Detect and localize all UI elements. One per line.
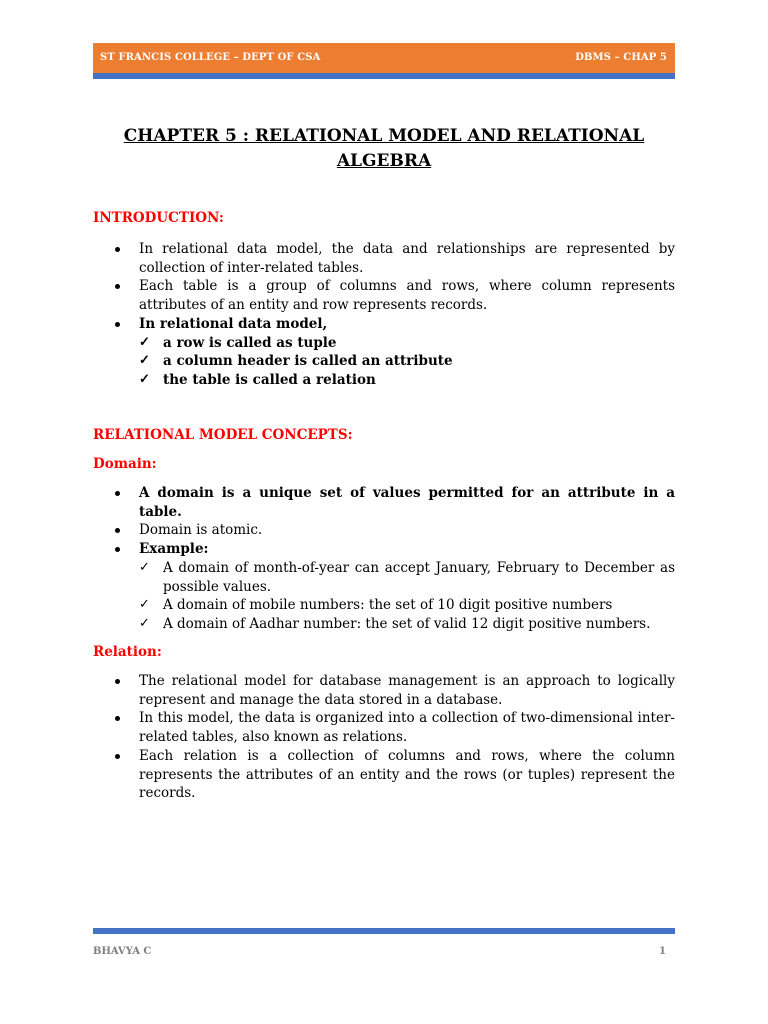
bullet-icon [115,491,120,496]
checkmark-icon: ✓ [139,371,150,387]
list-item [93,484,675,521]
checkmark-icon: ✓ [139,334,150,350]
bullet-text: In this model, the data is organized into a collection of two-dimensional inter-related tables, also known as relations. [139,710,675,746]
bullet-icon [115,528,120,533]
bullet-text: In relational data model, the data and relationships are represented by collection of inter-related tables. [139,241,675,276]
check-text: A domain of Aadhar number: the set of valid 12 digit positive numbers. [163,615,651,632]
check-item [93,371,675,390]
chapter-title-line2: ALGEBRA [336,151,432,171]
bullet-icon [115,322,120,327]
relation-heading: Relation: [93,644,162,660]
list-item [93,747,675,803]
domain-list [93,484,675,634]
footer-author: BHAVYA C [93,946,152,957]
bullet-text: Each table is a group of columns and rows, where column represents attributes of an entity and row represents records. [139,278,675,314]
bullet-text: The relational model for database management is an approach to logically represent and manage the data stored in a database. [139,673,675,708]
bullet-text: Domain is atomic. [139,522,263,539]
page-number: 1 [659,946,666,957]
bullet-icon [115,716,120,721]
check-text: the table is called a relation [163,371,376,388]
concepts-heading: RELATIONAL MODEL CONCEPTS: [93,427,353,443]
introduction-list [93,240,675,390]
list-item [93,277,675,314]
checkmark-icon: ✓ [139,597,150,613]
bullet-icon [115,754,120,759]
header-college-text: ST FRANCIS COLLEGE – DEPT OF CSA [100,52,321,63]
list-item [93,672,675,709]
check-item [93,352,675,371]
chapter-title [120,124,648,174]
bullet-icon [115,247,120,252]
header-course-text: DBMS – CHAP 5 [575,52,667,63]
check-text: a column header is called an attribute [163,353,453,370]
bullet-text: In relational data model, [139,315,328,332]
bullet-text: A domain is a unique set of values permitted for an attribute in a table. [139,485,675,520]
check-item [93,615,675,634]
list-item [93,315,675,334]
check-text: A domain of mobile numbers: the set of 10 digit positive numbers [163,597,613,614]
list-item [93,540,675,559]
checkmark-icon: ✓ [139,615,150,631]
bullet-icon [115,547,120,552]
relation-list [93,672,675,803]
chapter-title-line1: CHAPTER 5 : RELATIONAL MODEL AND RELATIONAL [123,126,645,146]
list-item [93,709,675,746]
checkmark-icon: ✓ [139,353,150,369]
check-text: A domain of month-of-year can accept January, February to December as possible values. [163,559,675,595]
bullet-text: Example: [139,541,209,558]
bullet-icon [115,679,120,684]
bullet-icon [115,284,120,289]
footer-stripe [93,928,675,934]
list-item [93,240,675,277]
domain-heading: Domain: [93,456,157,472]
check-item [93,334,675,353]
list-item [93,521,675,540]
check-item [93,559,675,596]
checkmark-icon: ✓ [139,559,150,575]
check-item [93,596,675,615]
bullet-text: Each relation is a collection of columns and rows, where the column represents the attributes of an entity and the rows (or tuples) represent the records. [139,747,675,802]
check-text: a row is called as tuple [163,334,337,351]
header-stripe [93,73,675,79]
introduction-heading: INTRODUCTION: [93,210,224,226]
